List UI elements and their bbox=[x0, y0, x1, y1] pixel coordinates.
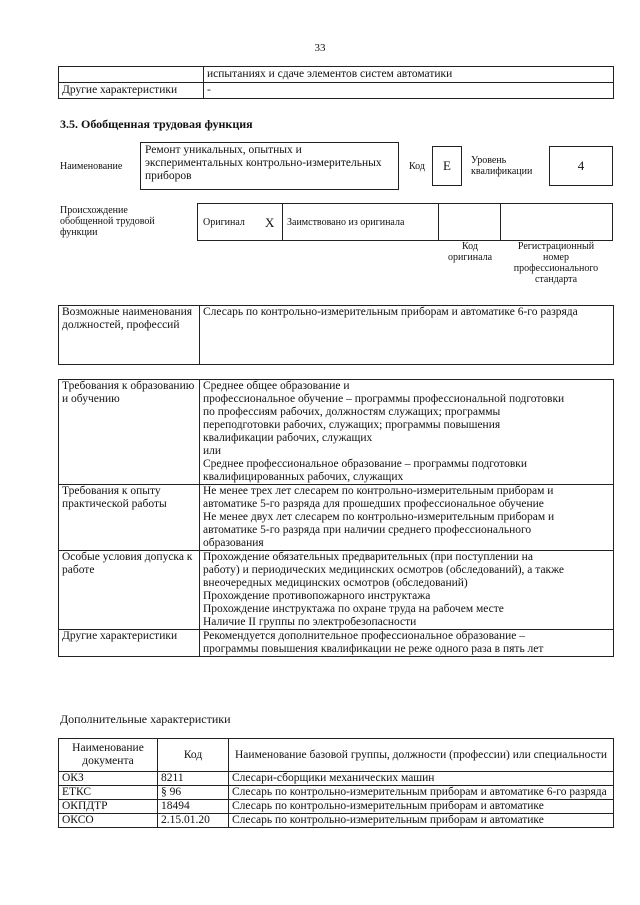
text-line: автоматике 5-го разряда для прошедших профессиональное обучение bbox=[203, 498, 544, 510]
text-line: Прохождение противопожарного инструктажа bbox=[203, 590, 431, 602]
code-value: E bbox=[432, 146, 462, 186]
table-row bbox=[59, 772, 614, 786]
text-line: Рекомендуется дополнительное профессиональное образование – bbox=[203, 630, 526, 642]
table-row bbox=[59, 67, 614, 83]
section-heading: 3.5. Обобщенная трудовая функция bbox=[60, 117, 253, 131]
code-cell: 2.15.01.20 bbox=[158, 814, 229, 828]
original-label: Оригинал bbox=[203, 217, 245, 228]
text-line: квалифицированных рабочих, служащих bbox=[203, 471, 404, 483]
text-line: работу) и периодических медицинских осмотров (обследований), а также bbox=[203, 564, 565, 576]
table-row bbox=[59, 800, 614, 814]
positions-label: Возможные наименования должностей, профессий bbox=[59, 306, 200, 365]
reg-number-caption: Регистрационный номер профессионального стандарта bbox=[513, 241, 599, 285]
experience-value bbox=[200, 485, 614, 551]
requirements-table bbox=[58, 379, 614, 657]
text-line: Не менее двух лет слесарем по контрольно-измерительным приборам и bbox=[203, 511, 555, 523]
doc-cell: ОКПДТР bbox=[59, 800, 158, 814]
text-line: Прохождение обязательных предварительных (при поступлении на bbox=[203, 551, 533, 563]
text-line: профессиональное обучение – программы профессиональной подготовки bbox=[203, 393, 565, 405]
origin-box bbox=[197, 203, 613, 241]
name-label: Наименование bbox=[60, 161, 123, 172]
text-line: Не менее трех лет слесарем по контрольно-измерительным приборам и bbox=[203, 485, 554, 497]
name-cell: Слесари-сборщики механических машин bbox=[229, 772, 614, 786]
origin-label: Происхождение обобщенной трудовой функции bbox=[60, 205, 155, 238]
code-label: Код bbox=[409, 161, 425, 172]
header-code: Код bbox=[158, 739, 229, 772]
doc-cell: ОКЗ bbox=[59, 772, 158, 786]
doc-cell: ОКСО bbox=[59, 814, 158, 828]
additional-heading: Дополнительные характеристики bbox=[60, 712, 231, 726]
other-value bbox=[200, 630, 614, 657]
name-cell: Слесарь по контрольно-измерительным приборам и автоматике bbox=[229, 800, 614, 814]
table-row bbox=[59, 306, 614, 365]
text-line: переподготовки рабочих, служащих; программы повышения bbox=[203, 419, 501, 431]
text-line: или bbox=[203, 445, 222, 457]
text-line: квалификации рабочих, служащих bbox=[203, 432, 373, 444]
original-mark: X bbox=[265, 215, 275, 230]
continued-value: испытаниях и сдаче элементов систем автоматики bbox=[204, 67, 614, 83]
text-line: Прохождение инструктажа по охране труда на рабочем месте bbox=[203, 603, 504, 615]
code-original-caption: Код оригинала bbox=[447, 241, 493, 263]
table-row bbox=[59, 485, 614, 551]
text-line: программы повышения квалификации не реже одного раза в пять лет bbox=[203, 643, 544, 655]
experience-label: Требования к опыту практической работы bbox=[59, 485, 200, 551]
level-value: 4 bbox=[549, 146, 613, 186]
special-conditions-label: Особые условия допуска к работе bbox=[59, 551, 200, 630]
header-document: Наименование документа bbox=[59, 739, 158, 772]
positions-value: Слесарь по контрольно-измерительным приборам и автоматике 6-го разряда bbox=[200, 306, 614, 365]
continued-table bbox=[58, 66, 614, 99]
text-line: по профессиям рабочих, должностям служащих; программы bbox=[203, 406, 501, 418]
empty-cell bbox=[59, 67, 204, 83]
code-cell: 8211 bbox=[158, 772, 229, 786]
page-number: 33 bbox=[314, 42, 326, 54]
education-label: Требования к образованию и обучению bbox=[59, 380, 200, 485]
positions-table bbox=[58, 305, 614, 365]
table-row bbox=[59, 786, 614, 800]
table-row bbox=[59, 814, 614, 828]
table-row bbox=[59, 630, 614, 657]
borrowed-label: Заимствовано из оригинала bbox=[287, 217, 405, 228]
table-row bbox=[59, 380, 614, 485]
table-row bbox=[59, 83, 614, 99]
other-characteristics-label: Другие характеристики bbox=[59, 83, 204, 99]
name-cell: Слесарь по контрольно-измерительным приборам и автоматике 6-го разряда bbox=[229, 786, 614, 800]
text-line: Наличие II группы по электробезопасности bbox=[203, 616, 417, 628]
table-row bbox=[59, 551, 614, 630]
education-value bbox=[200, 380, 614, 485]
header-name: Наименование базовой группы, должности (профессии) или специальности bbox=[229, 739, 614, 772]
additional-table bbox=[58, 738, 614, 828]
level-label: Уровень квалификации bbox=[471, 155, 533, 177]
other-label: Другие характеристики bbox=[59, 630, 200, 657]
doc-cell: ЕТКС bbox=[59, 786, 158, 800]
special-conditions-value bbox=[200, 551, 614, 630]
other-characteristics-value: - bbox=[204, 83, 614, 99]
text-line: Среднее общее образование и bbox=[203, 380, 350, 392]
text-line: образования bbox=[203, 537, 264, 549]
table-header-row bbox=[59, 739, 614, 772]
text-line: внеочередных медицинских осмотров (обследований) bbox=[203, 577, 468, 589]
code-cell: § 96 bbox=[158, 786, 229, 800]
code-cell: 18494 bbox=[158, 800, 229, 814]
text-line: Среднее профессиональное образование – программы подготовки bbox=[203, 458, 528, 470]
text-line: автоматике 5-го разряда при наличии среднего профессионального bbox=[203, 524, 532, 536]
name-cell: Слесарь по контрольно-измерительным приборам и автоматике bbox=[229, 814, 614, 828]
name-value: Ремонт уникальных, опытных и экспериментальных контрольно-измерительных приборов bbox=[140, 142, 399, 190]
